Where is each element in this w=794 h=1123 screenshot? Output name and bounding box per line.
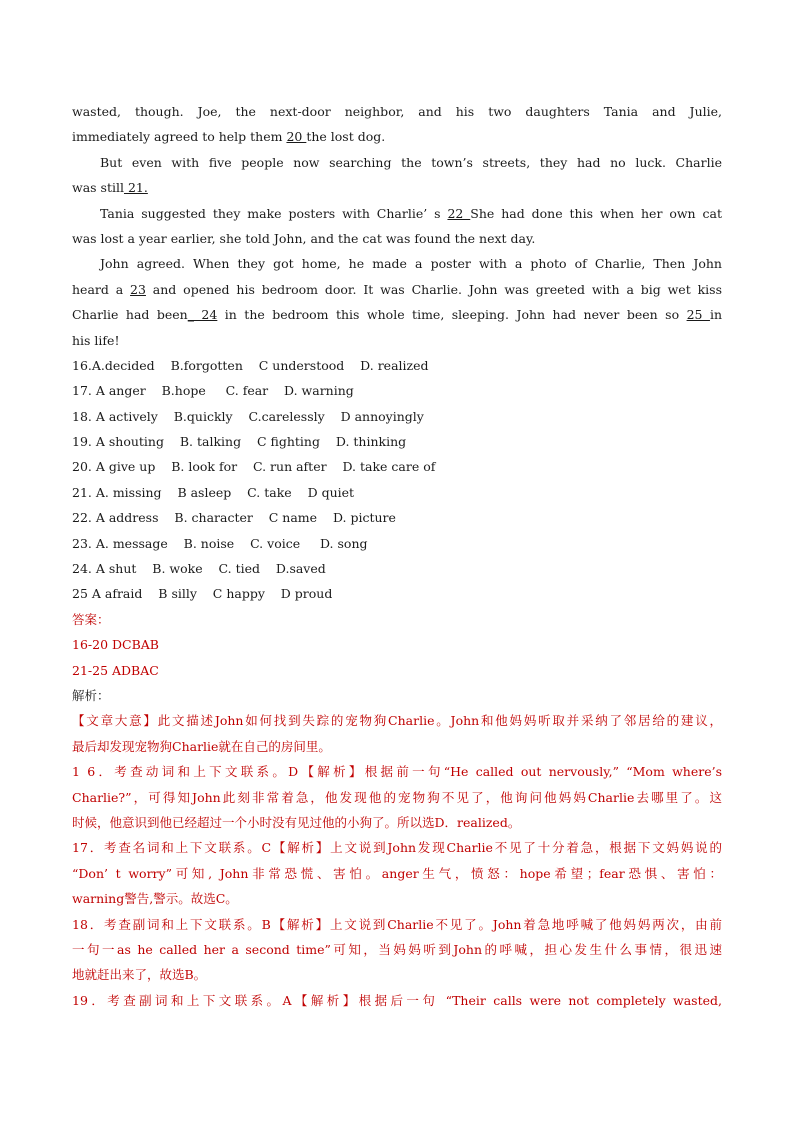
passage-line — [72, 124, 722, 149]
blank-24: _ 24 — [187, 307, 218, 323]
analysis-line: “Don’ t worry”可知, John非常恐慌、害怕。anger生气，愤怒：hope希望；fear恐惧、害怕： — [72, 865, 722, 881]
analysis-heading: 解析： — [72, 687, 110, 703]
blank-22: 22 — [447, 205, 471, 221]
passage-line: But even with five people now searching the town’s streets, they had no luck. Charlie — [100, 154, 722, 170]
analysis-line: 时候，他意识到他已经超过一个小时没有见过他的小狗了。所以选D．realized。 — [72, 814, 521, 830]
passage-line — [72, 302, 722, 327]
passage-line: wasted, though. Joe, the next-door neighbor, and his two daughters Tania and Julie, — [72, 104, 722, 119]
analysis-line: 18．考查副词和上下文联系。B【解析】上文说到Charlie不见了。John着急地呼喊了他妈妈两次，由前 — [72, 916, 722, 932]
question-options-16: 16.A.decided B.forgotten C understood D. realized — [72, 357, 429, 373]
analysis-line: 17．考查名词和上下文联系。C【解析】上文说到John发现Charlie不见了十分着急，根据下文妈妈说的 — [72, 840, 722, 856]
passage-line: John agreed. When they got home, he made a poster with a photo of Charlie, Then John — [100, 256, 722, 272]
document-page — [72, 99, 722, 1013]
blank-23: 23 — [130, 281, 146, 297]
answers-21-25: 21-25 ADBAC — [72, 662, 159, 678]
passage-text: Tania suggested they make posters with Charlie’ s — [100, 205, 448, 221]
passage-text: She had done this when her own cat — [470, 205, 722, 221]
passage-line — [72, 277, 722, 302]
analysis-line: 地就赶出来了，故选B。 — [72, 967, 207, 983]
question-options-24: 24. A shut B. woke C. tied D.saved — [72, 561, 326, 577]
blank-21: 21. — [123, 180, 148, 196]
passage-line: was lost a year earlier, she told John, and the cat was found the next day. — [72, 230, 536, 246]
passage-text: in the bedroom this whole time, sleeping. John had never been so — [217, 307, 687, 323]
analysis-line: 1 6．考查动词和上下文联系。D【解析】根据前一句“He called out nervously,” “Mom where’s — [72, 764, 722, 780]
question-options-18: 18. A actively B.quickly C.carelessly D annoyingly — [72, 408, 424, 424]
question-options-17: 17. A anger B.hope C. fear D. warning — [72, 383, 354, 399]
passage-line — [72, 175, 722, 200]
answers-heading: 答案： — [72, 611, 110, 627]
question-options-23: 23. A. message B. noise C. voice D. song — [72, 535, 368, 551]
passage-text: heard a — [72, 281, 131, 297]
passage-line: his life! — [72, 332, 120, 348]
question-options-22: 22. A address B. character C name D. picture — [72, 510, 396, 526]
question-options-21: 21. A. missing B asleep C. take D quiet — [72, 484, 355, 500]
analysis-line: 最后却发现宠物狗Charlie就在自己的房间里。 — [72, 738, 331, 754]
passage-text: Charlie had been — [72, 307, 188, 323]
question-options-20: 20. A give up B. look for C. run after D. take care of — [72, 459, 436, 475]
passage-line — [72, 201, 722, 226]
analysis-line: 一句一as he called her a second time”可知，当妈妈听到John的呼喊，担心发生什么事情，很迅速 — [72, 941, 722, 957]
blank-25: 25 — [686, 307, 710, 323]
answers-16-20: 16-20 DCBAB — [72, 637, 159, 653]
analysis-line: 19．考查副词和上下文联系。A【解析】根据后一句 “Their calls were not completely wasted, — [72, 992, 722, 1008]
passage-text: immediately agreed to help them — [72, 129, 287, 145]
passage-text: the lost dog. — [306, 129, 386, 145]
analysis-line: Charlie?”，可得知John此刻非常着急，他发现他的宠物狗不见了，他询问他妈妈Charlie去哪里了。这 — [72, 789, 722, 805]
passage-text: was still — [72, 180, 124, 196]
analysis-line: 【文章大意】此文描述John如何找到失踪的宠物狗Charlie。John和他妈妈听取并采纳了邻居给的建议， — [72, 713, 722, 729]
passage-text: in — [709, 307, 722, 323]
question-options-19: 19. A shouting B. talking C fighting D. thinking — [72, 434, 407, 450]
blank-20: 20 — [286, 129, 307, 145]
analysis-line: warning警告,警示。故选C。 — [72, 891, 238, 907]
question-options-25: 25 A afraid B silly C happy D proud — [72, 586, 333, 602]
passage-text: and opened his bedroom door. It was Charlie. John was greeted with a big wet kiss — [145, 281, 722, 297]
